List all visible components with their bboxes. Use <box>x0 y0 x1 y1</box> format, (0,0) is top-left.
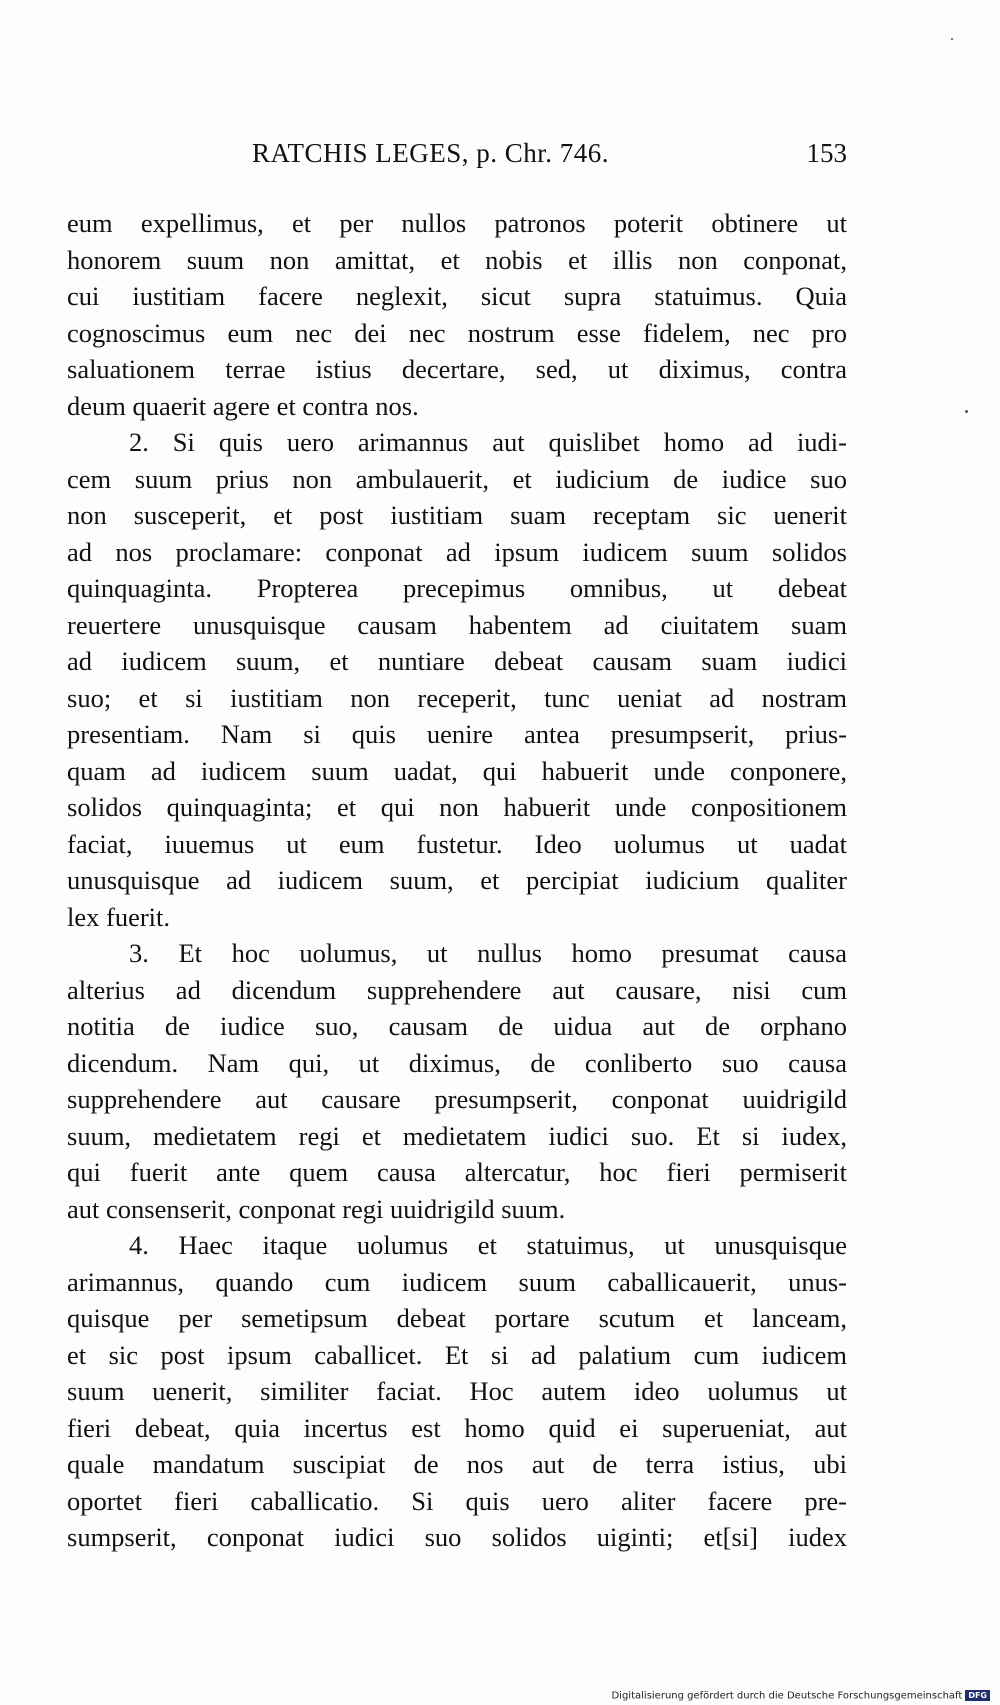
text-line: lex fuerit. <box>67 901 171 932</box>
text-line: solidos quinquaginta; et qui non habuerit unde conpositionem <box>67 792 847 822</box>
text-line: eum expellimus, et per nullos patronos poterit obtinere ut <box>67 208 847 238</box>
text-line: reuertere unusquisque causam habentem ad ciuitatem suam <box>67 609 847 640</box>
text-line: suo; et si iustitiam non receperit, tunc ueniat ad nostram <box>67 682 847 713</box>
text-line: ad iudicem suum, et nuntiare debeat causam suam iudici <box>67 646 847 676</box>
text-line: 4. Haec itaque uolumus et statuimus, ut unusquisque <box>129 1230 847 1260</box>
text-line: 2. Si quis uero arimannus aut quislibet homo ad iudi- <box>129 427 847 457</box>
text-line: unusquisque ad iudicem suum, et percipiat iudicium qualiter <box>67 865 847 895</box>
text-line: oportet fieri caballicatio. Si quis uero aliter facere pre- <box>67 1485 847 1516</box>
text-line: quale mandatum suscipiat de nos aut de terra istius, ubi <box>67 1449 847 1479</box>
text-line: non susceperit, et post iustitiam suam receptam sic uenerit <box>67 500 847 530</box>
digitization-credit <box>611 1690 990 1702</box>
scan-speck <box>965 410 968 413</box>
running-title: RATCHIS LEGES, p. Chr. 746. <box>252 138 610 168</box>
text-line: cognoscimus eum nec dei nec nostrum esse fidelem, nec pro <box>67 317 847 348</box>
text-line: cem suum prius non ambulauerit, et iudicium de iudice suo <box>67 463 847 494</box>
text-line: presentiam. Nam si quis uenire antea presumpserit, prius- <box>67 719 847 749</box>
text-line: saluationem terrae istius decertare, sed, ut diximus, contra <box>67 354 847 384</box>
text-line: ad nos proclamare: conponat ad ipsum iudicem suum solidos <box>67 536 847 567</box>
body-text <box>67 205 847 1556</box>
credit-text: Digitalisierung gefördert durch die Deutsche Forschungsgemeinschaft <box>611 1690 963 1701</box>
text-line: honorem suum non amittat, et nobis et illis non conponat, <box>67 244 847 275</box>
text-line: aut consenserit, conponat regi uuidrigild suum. <box>67 1193 566 1224</box>
text-line: arimannus, quando cum iudicem suum caballicauerit, unus- <box>67 1266 847 1297</box>
text-line: quinquaginta. Propterea precepimus omnibus, ut debeat <box>67 573 847 603</box>
text-line: dicendum. Nam qui, ut diximus, de conliberto suo causa <box>67 1047 847 1078</box>
scan-speck <box>951 38 953 40</box>
text-line: quisque per semetipsum debeat portare scutum et lanceam, <box>67 1303 847 1333</box>
text-line: 3. Et hoc uolumus, ut nullus homo presumat causa <box>129 938 847 968</box>
text-line: quam ad iudicem suum uadat, qui habuerit unde conponere, <box>67 755 847 786</box>
text-line: notitia de iudice suo, causam de uidua aut de orphano <box>67 1011 847 1041</box>
text-line: suum, medietatem regi et medietatem iudici suo. Et si iudex, <box>67 1120 847 1151</box>
dfg-logo: DFG <box>965 1690 990 1701</box>
text-line: qui fuerit ante quem causa altercatur, hoc fieri permiserit <box>67 1157 847 1187</box>
text-line: sumpserit, conponat iudici suo solidos uiginti; et[si] iudex <box>67 1522 847 1552</box>
text-line: supprehendere aut causare presumpserit, conponat uuidrigild <box>67 1084 847 1114</box>
text-line: deum quaerit agere et contra nos. <box>67 390 419 421</box>
text-line: suum uenerit, similiter faciat. Hoc autem ideo uolumus ut <box>67 1376 847 1406</box>
text-line: cui iustitiam facere neglexit, sicut supra statuimus. Quia <box>67 281 847 311</box>
page-number: 153 <box>806 138 847 168</box>
text-line: alterius ad dicendum supprehendere aut causare, nisi cum <box>67 974 847 1005</box>
text-line: faciat, iuuemus ut eum fustetur. Ideo uolumus ut uadat <box>67 828 847 859</box>
running-head <box>67 138 847 178</box>
text-line: et sic post ipsum caballicet. Et si ad palatium cum iudicem <box>67 1339 847 1370</box>
text-line: fieri debeat, quia incertus est homo quid ei superueniat, aut <box>67 1412 847 1443</box>
